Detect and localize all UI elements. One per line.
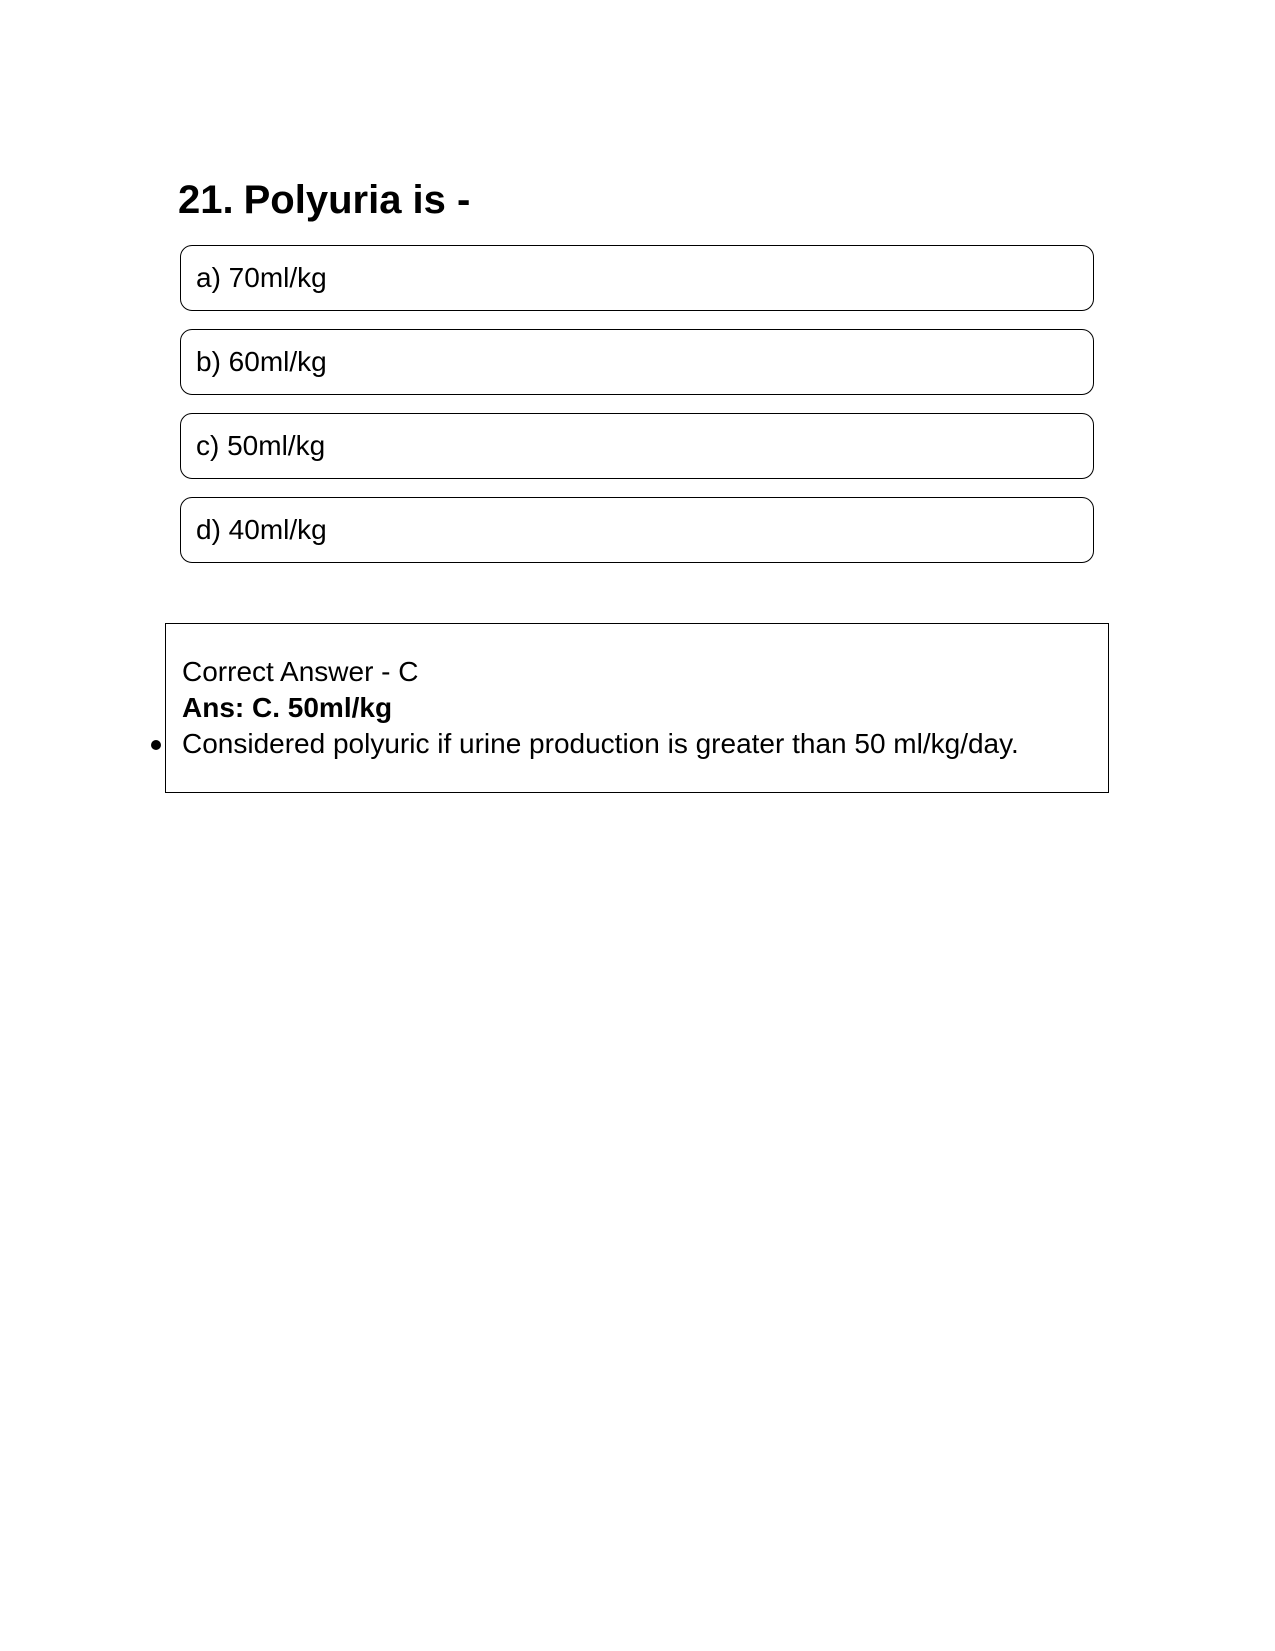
question-text: Polyuria is - xyxy=(243,178,471,222)
option-d-label: d) 40ml/kg xyxy=(196,514,327,545)
explanation-bullet-text: Considered polyuric if urine production is greater than 50 ml/kg/day. xyxy=(182,728,1019,759)
answer-summary: Ans: C. 50ml/kg xyxy=(182,692,393,723)
option-a[interactable] xyxy=(180,245,1094,311)
option-c-label: c) 50ml/kg xyxy=(196,430,326,461)
answer-explanation-box xyxy=(165,623,1109,793)
question-number: 21. xyxy=(178,178,234,222)
option-b[interactable] xyxy=(180,329,1094,395)
option-b-label: b) 60ml/kg xyxy=(196,346,327,377)
correct-answer-heading: Correct Answer - C xyxy=(182,656,419,687)
option-d[interactable] xyxy=(180,497,1094,563)
option-c[interactable] xyxy=(180,413,1094,479)
bullet-icon xyxy=(151,740,161,750)
question-title xyxy=(178,176,470,224)
option-a-label: a) 70ml/kg xyxy=(196,262,327,293)
